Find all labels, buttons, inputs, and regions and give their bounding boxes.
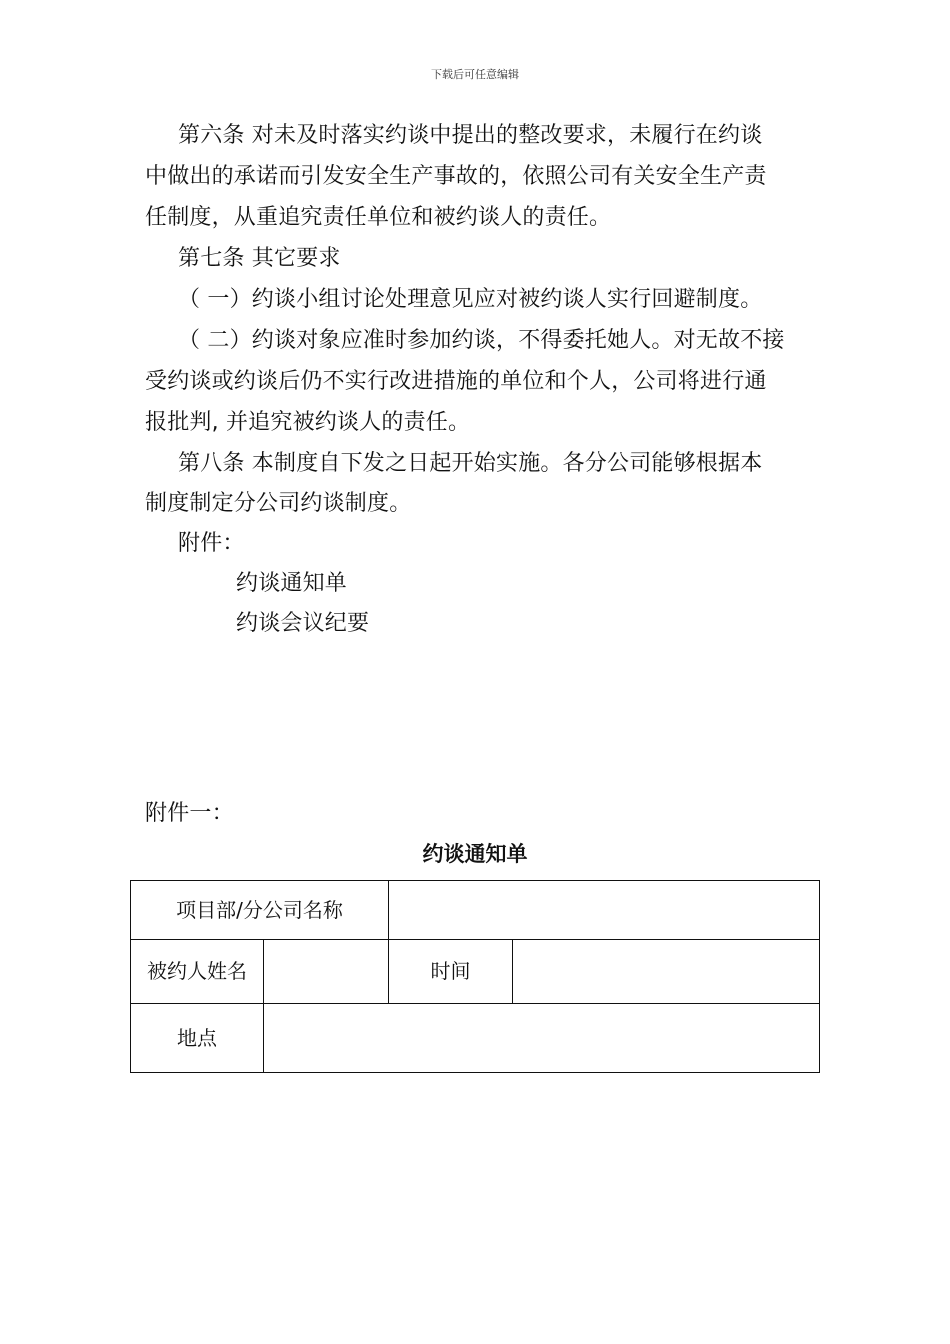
paragraph-line: （ 二）约谈对象应准时参加约谈，不得委托她人。对无故不接 (178, 328, 785, 353)
notice-form-table (130, 880, 820, 1073)
table-row-divider (131, 1003, 819, 1004)
page-header-note: 下载后可任意编辑 (431, 68, 519, 81)
location-label: 地点 (177, 1026, 217, 1050)
paragraph-line: 中做出的承诺而引发安全生产事故的，依照公司有关安全生产责 (145, 164, 767, 189)
paragraph-line: 第六条 对未及时落实约谈中提出的整改要求，未履行在约谈 (178, 123, 763, 148)
time-label: 时间 (430, 959, 471, 983)
attachments-heading: 附件： (178, 531, 245, 556)
paragraph-line: 任制度，从重追究责任单位和被约谈人的责任。 (145, 205, 612, 230)
attachment-one-label: 附件一： (145, 801, 234, 826)
paragraph-line: 报批判, 并追究被约谈人的责任。 (145, 410, 471, 435)
attachment-item: 约谈通知单 (236, 571, 348, 596)
interviewee-name-label: 被约人姓名 (147, 959, 247, 983)
table-column-divider (512, 939, 513, 1003)
department-name-label: 项目部/分公司名称 (176, 898, 343, 922)
paragraph-line: （ 一）约谈小组讨论处理意见应对被约谈人实行回避制度。 (178, 287, 763, 312)
paragraph-line: 第七条 其它要求 (178, 246, 341, 271)
table-column-divider (263, 1003, 264, 1072)
paragraph-line: 受约谈或约谈后仍不实行改进措施的单位和个人，公司将进行通 (145, 369, 767, 394)
attachment-item: 约谈会议纪要 (236, 611, 370, 636)
table-column-divider (263, 939, 264, 1003)
paragraph-line: 制度制定分公司约谈制度。 (145, 491, 412, 516)
notice-form-title: 约谈通知单 (422, 842, 528, 866)
table-row-divider (131, 939, 819, 940)
paragraph-line: 第八条 本制度自下发之日起开始实施。各分公司能够根据本 (178, 451, 763, 476)
table-column-divider (388, 881, 389, 939)
